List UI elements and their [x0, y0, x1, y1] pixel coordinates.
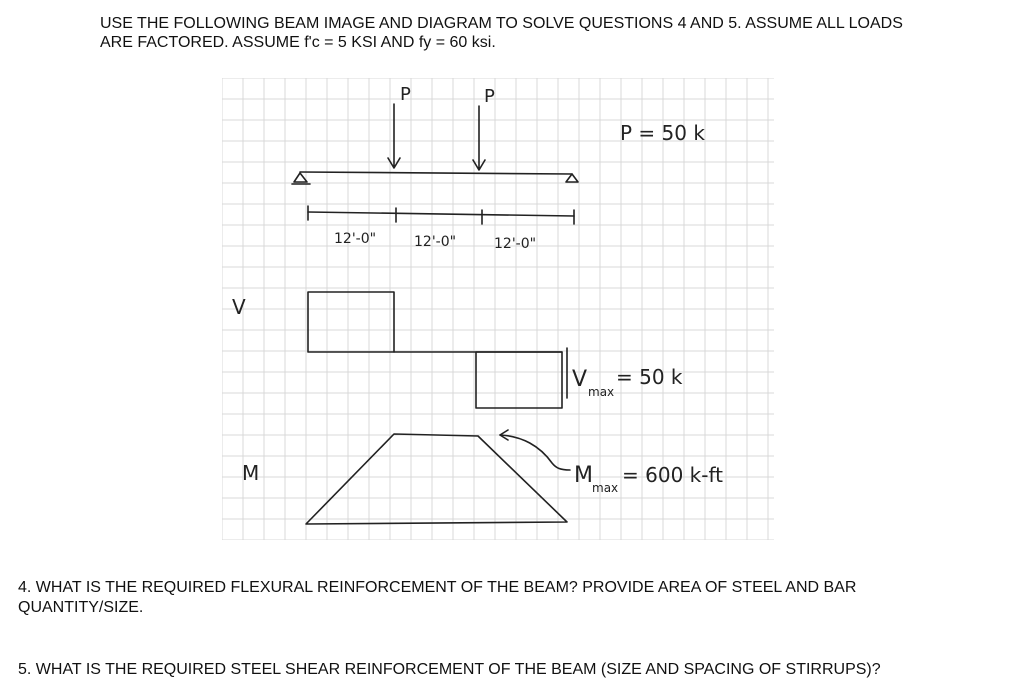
- span-label-2: 12'-0": [414, 234, 457, 250]
- mmax-value: = 600 k-ft: [622, 463, 723, 487]
- right-support: [566, 174, 578, 182]
- mmax-subscript: max: [592, 481, 619, 495]
- question-5: 5. WHAT IS THE REQUIRED STEEL SHEAR REINFORCEMENT OF THE BEAM (SIZE AND SPACING OF STIRRUPS)?: [18, 661, 881, 678]
- vmax-label: V: [572, 367, 588, 392]
- mmax-leader: [500, 435, 570, 470]
- vmax-subscript: max: [588, 385, 615, 399]
- span-label-1: 12'-0": [334, 231, 377, 247]
- load-label-right: P: [484, 86, 495, 107]
- moment-diagram: [306, 434, 567, 524]
- moment-diagram-label: M: [242, 461, 260, 485]
- beam-sketch-svg: [222, 78, 774, 540]
- shear-diagram-label: V: [232, 295, 246, 319]
- mmax-label: M: [574, 463, 593, 488]
- shear-block-positive: [308, 292, 394, 352]
- beam-line: [300, 172, 572, 174]
- left-support: [292, 173, 310, 184]
- load-arrow-right: [473, 106, 485, 170]
- question-4: 4. WHAT IS THE REQUIRED FLEXURAL REINFORCEMENT OF THE BEAM? PROVIDE AREA OF STEEL AND BAR QUANTITY/SIZE.: [18, 579, 857, 616]
- span-label-3: 12'-0": [494, 236, 537, 252]
- vmax-value: = 50 k: [616, 365, 683, 389]
- load-label-left: P: [400, 84, 411, 105]
- shear-block-negative: [476, 352, 562, 408]
- load-value-label: P = 50 k: [620, 121, 705, 145]
- instructions-text: USE THE FOLLOWING BEAM IMAGE AND DIAGRAM TO SOLVE QUESTIONS 4 AND 5. ASSUME ALL LOADS ARE FACTORED. ASSUME f'c = 5 KSI AND fy = 60 ksi.: [100, 15, 903, 51]
- beam-sketch-figure: [222, 78, 774, 540]
